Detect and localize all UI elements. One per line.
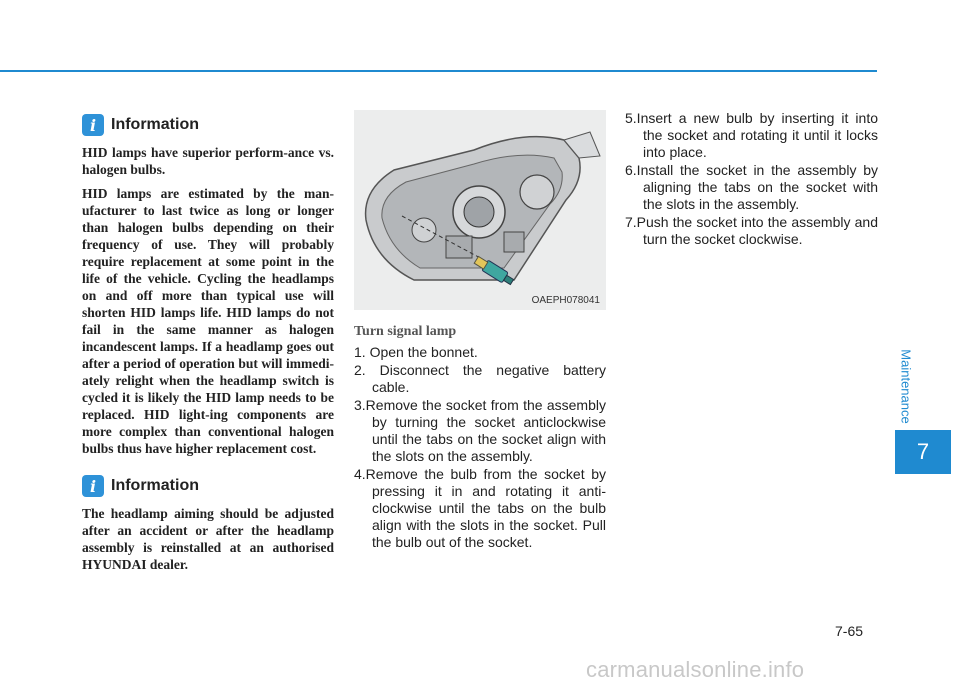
figure-code: OAEPH078041 — [531, 295, 600, 306]
page-number: 7-65 — [835, 623, 864, 639]
column-middle — [354, 110, 606, 552]
info-paragraph: HID lamps are estimated by the man-ufacturer to last twice as long or longer than halogen bulbs depending on their frequency of use. They will probably require replacement at some point in the life of the vehicle. Cycling the headlamps on and off more than typical use will shorten HID lamps life. HID lamps do not fail in the same manner as halogen incandescent lamps. If a headlamp goes out after a period of operation but will immedi-ately relight when the headlamp switch is cycled it is likely the HID lamp needs to be replaced. HID light-ing components are more complex than conventional halogen bulbs thus have higher replacement cost. — [82, 186, 334, 456]
watermark: carmanualsonline.info — [586, 657, 805, 682]
information-icon: i — [82, 475, 104, 497]
step-item: 3.Remove the socket from the assembly by turning the socket anticlockwise until the tabs on the socket align with the slots on the assembly. — [354, 397, 606, 464]
information-block-2 — [82, 471, 334, 573]
step-item: 4.Remove the bulb from the socket by pressing it in and rotating it anti-clockwise until the tabs on the bulb align with the slots in the socket. Pull the bulb out of the socket. — [354, 466, 606, 550]
column-left — [82, 110, 334, 580]
headlamp-illustration — [354, 110, 606, 310]
information-title: Information — [111, 116, 199, 133]
information-header — [82, 110, 334, 140]
header-rule — [0, 70, 877, 72]
section-heading: Turn signal lamp — [354, 324, 457, 339]
steps-list — [625, 110, 878, 248]
step-item: 2. Disconnect the negative battery cable. — [354, 362, 606, 395]
info-paragraph: HID lamps have superior perform-ance vs. halogen bulbs. — [82, 145, 334, 177]
information-header — [82, 471, 334, 501]
info-paragraph: The headlamp aiming should be adjusted after an accident or after the headlamp assembly is reinstalled at an authorised HYUNDAI dealer. — [82, 506, 334, 572]
step-item: 5.Insert a new bulb by inserting it into the socket and rotating it until it locks into place. — [625, 110, 878, 160]
chapter-badge: 7 — [895, 430, 951, 474]
step-item: 6.Install the socket in the assembly by aligning the tabs on the socket with the slots in the assembly. — [625, 162, 878, 212]
information-title: Information — [111, 477, 199, 494]
steps-list — [354, 344, 606, 551]
column-right — [625, 110, 878, 249]
section-tab — [896, 340, 916, 432]
step-item: 7.Push the socket into the assembly and turn the socket clockwise. — [625, 214, 878, 247]
headlamp-figure — [354, 110, 606, 310]
step-item: 1. Open the bonnet. — [354, 344, 478, 360]
information-icon: i — [82, 114, 104, 136]
section-label: Maintenance — [898, 348, 914, 424]
